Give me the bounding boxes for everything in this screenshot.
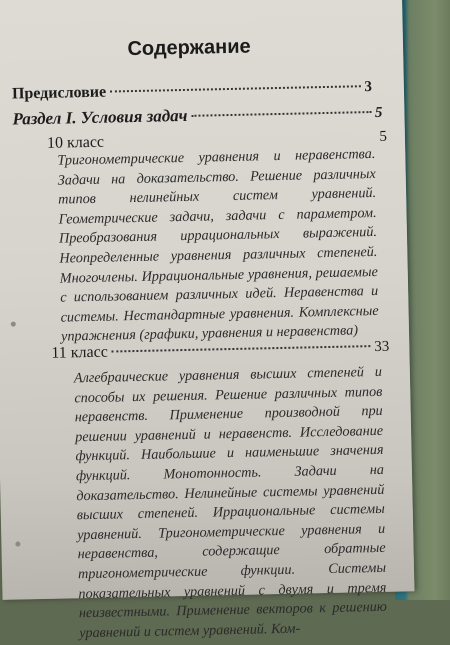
dot-leader <box>110 84 360 92</box>
toc-entry-label: Предисловие <box>11 83 107 103</box>
dot-leader <box>108 136 375 143</box>
grade-10-description: Тригонометрические уравнения и неравенства. Задачи на доказательство. Решение различных типов нелинейных систем уравнений. Геометрические задачи, задачи с параметром. Преобразования иррациональных выражений. Неопределенные уравнения различных степеней. Многочлены. Иррациональные уравнения, решаемые с использованием различных идей. Неравенства и системы. Нестандартные уравнения. Комплексные упражнения (графики, уравнения и неравенства) <box>57 145 379 345</box>
binding-hole <box>11 322 16 327</box>
toc-entry-label: 10 класс <box>46 133 105 152</box>
toc-page-number: 5 <box>374 104 383 121</box>
toc-entry-section-1 <box>12 102 382 130</box>
toc-page-number: 33 <box>374 338 390 356</box>
toc-page-number: 5 <box>379 128 388 145</box>
toc-entry-label: 11 класс <box>51 343 109 362</box>
toc-entry-label: Раздел I. Условия задач <box>12 105 188 129</box>
page-title: Содержание <box>127 35 251 61</box>
dot-leader <box>191 110 371 117</box>
toc-page-number: 3 <box>364 79 373 96</box>
grade-11-description: Алгебраические уравнения высших степеней и способы их решения. Решение различных типов неравенств. Применение производной при решении уравнений и неравенств. Исследование функций. Наибольшие и наименьшие значения функций. Монотонность. Задачи на доказательство. Нелинейные системы уравнений высших степеней. Иррациональные системы уравнений. Тригонометрические уравнения и неравенства, содержащие обратные тригонометрические функции. Системы показательных уравнений с двумя и тремя неизвестными. Применение векторов к решению уравнений и систем уравнений. Ком- <box>73 363 387 641</box>
toc-entry-preface <box>12 78 372 104</box>
dot-leader <box>112 344 371 352</box>
binding-hole <box>15 541 20 546</box>
